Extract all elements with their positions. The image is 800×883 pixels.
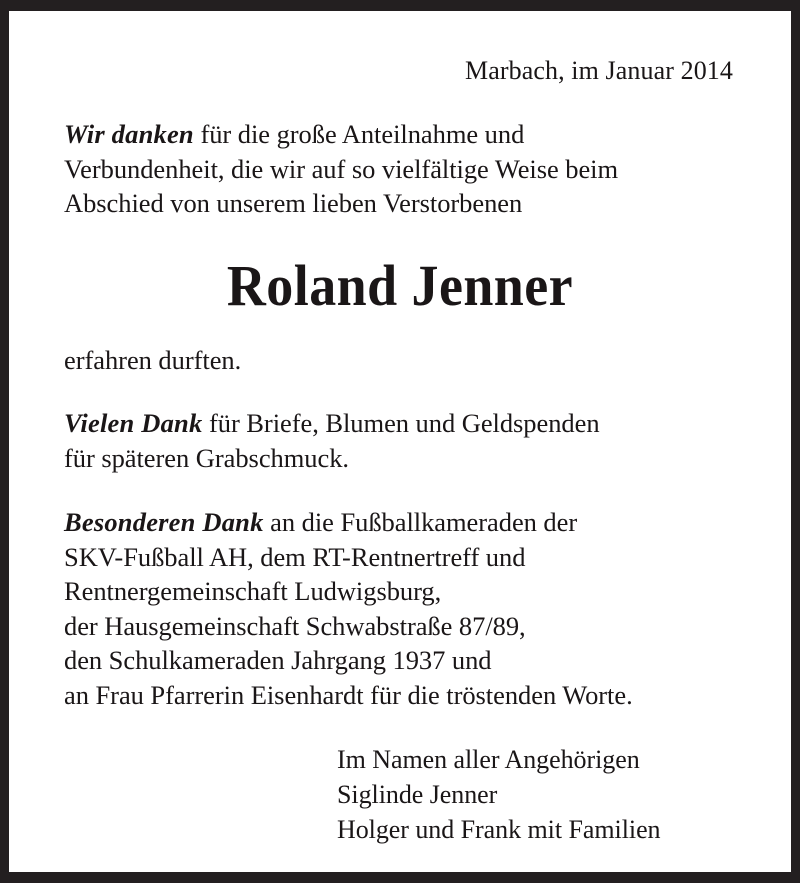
deceased-name: Roland Jenner [226, 253, 574, 318]
vielen-dank-paragraph [64, 406, 763, 475]
vielen-dank-line-2: für späteren Grabschmuck. [64, 442, 349, 473]
besonderen-dank-lead-in: Besonderen Dank [64, 507, 264, 537]
date-line: Marbach, im Januar 2014 [465, 56, 733, 85]
vielen-dank-line-1 [64, 406, 763, 441]
vielen-dank-line-1-text: für Briefe, Blumen und Geldspenden [202, 408, 600, 438]
thanks-line-1 [64, 117, 763, 152]
besonderen-dank-line-1 [64, 505, 763, 540]
besonderen-dank-line-4: der Hausgemeinschaft Schwabstraße 87/89, [64, 610, 526, 641]
signature-line-1: Im Namen aller Angehörigen [337, 745, 640, 774]
thanks-lead-in: Wir danken [64, 119, 194, 149]
besonderen-dank-line-5: den Schulkameraden Jahrgang 1937 und [64, 645, 492, 675]
after-name-paragraph [64, 343, 763, 378]
obituary-notice-card [9, 11, 791, 872]
thanks-paragraph [64, 117, 763, 221]
after-name-line: erfahren durften. [64, 345, 242, 375]
besonderen-dank-line-6: an Frau Pfarrerin Eisenhardt für die tröstenden Worte. [64, 679, 633, 710]
besonderen-dank-line-1-text: an die Fußballkameraden der [263, 507, 578, 537]
signature-block [337, 742, 661, 847]
besonderen-dank-line-3: Rentnergemeinschaft Ludwigsburg, [64, 576, 442, 606]
thanks-line-2: Verbundenheit, die wir auf so vielfältige Weise beim [64, 153, 619, 184]
signature-line-2: Siglinde Jenner [337, 780, 498, 809]
thanks-line-3: Abschied von unserem lieben Verstorbenen [64, 188, 523, 218]
vielen-dank-lead-in: Vielen Dank [64, 408, 203, 438]
besonderen-dank-paragraph [64, 505, 763, 712]
besonderen-dank-line-2: SKV-Fußball AH, dem RT-Rentnertreff und [64, 541, 526, 572]
signature-line-3: Holger und Frank mit Familien [337, 815, 661, 844]
thanks-line-1-text: für die große Anteilnahme und [193, 119, 525, 149]
